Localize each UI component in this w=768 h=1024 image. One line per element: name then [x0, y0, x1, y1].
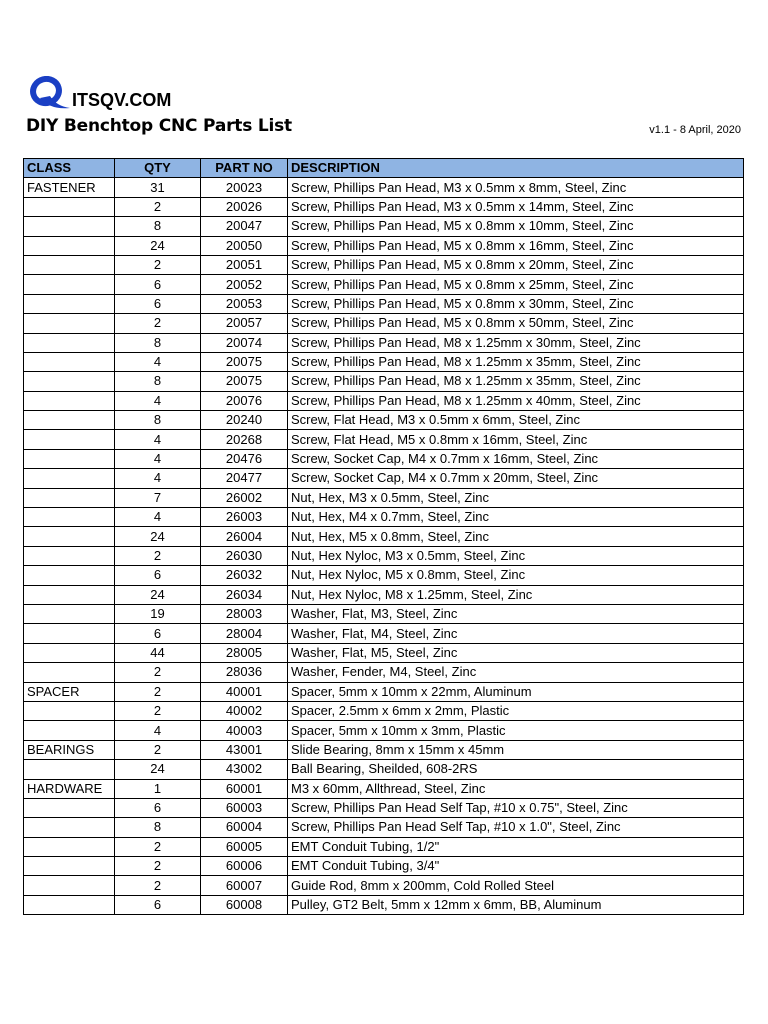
part-no-cell: 20477 [201, 469, 288, 488]
part-no-cell: 20074 [201, 333, 288, 352]
qty-cell: 8 [115, 372, 201, 391]
qty-cell: 4 [115, 391, 201, 410]
description-cell: Screw, Phillips Pan Head, M5 x 0.8mm x 25mm, Steel, Zinc [288, 275, 744, 294]
part-no-cell: 26003 [201, 508, 288, 527]
class-cell: FASTENER [24, 178, 115, 197]
part-no-cell: 20075 [201, 352, 288, 371]
table-row [24, 546, 744, 565]
table-row [24, 895, 744, 914]
description-cell: Nut, Hex, M5 x 0.8mm, Steel, Zinc [288, 527, 744, 546]
description-cell: Screw, Phillips Pan Head, M8 x 1.25mm x 35mm, Steel, Zinc [288, 352, 744, 371]
part-no-cell: 60007 [201, 876, 288, 895]
description-cell: Washer, Flat, M4, Steel, Zinc [288, 624, 744, 643]
class-cell [24, 275, 115, 294]
page-title: DIY Benchtop CNC Parts List [26, 116, 292, 136]
table-row [24, 391, 744, 410]
description-cell: Screw, Phillips Pan Head, M5 x 0.8mm x 30mm, Steel, Zinc [288, 294, 744, 313]
table-row [24, 488, 744, 507]
table-row [24, 857, 744, 876]
qty-cell: 2 [115, 837, 201, 856]
class-cell [24, 566, 115, 585]
qty-cell: 2 [115, 682, 201, 701]
part-no-cell: 60005 [201, 837, 288, 856]
qty-cell: 8 [115, 818, 201, 837]
description-cell: Screw, Phillips Pan Head, M5 x 0.8mm x 10mm, Steel, Zinc [288, 217, 744, 236]
part-no-cell: 20075 [201, 372, 288, 391]
table-row [24, 178, 744, 197]
class-cell: BEARINGS [24, 740, 115, 759]
part-no-cell: 20268 [201, 430, 288, 449]
part-no-cell: 43002 [201, 760, 288, 779]
table-row [24, 236, 744, 255]
parts-table [23, 158, 744, 915]
table-row [24, 721, 744, 740]
table-row [24, 701, 744, 720]
description-cell: Nut, Hex Nyloc, M8 x 1.25mm, Steel, Zinc [288, 585, 744, 604]
qty-cell: 8 [115, 333, 201, 352]
table-row [24, 818, 744, 837]
qty-cell: 2 [115, 876, 201, 895]
qty-cell: 7 [115, 488, 201, 507]
qty-cell: 4 [115, 721, 201, 740]
qty-cell: 44 [115, 643, 201, 662]
qty-cell: 2 [115, 701, 201, 720]
qty-cell: 31 [115, 178, 201, 197]
part-no-cell: 40001 [201, 682, 288, 701]
part-no-cell: 20240 [201, 411, 288, 430]
class-cell [24, 527, 115, 546]
table-row [24, 663, 744, 682]
table-row [24, 837, 744, 856]
table-row [24, 314, 744, 333]
part-no-cell: 40003 [201, 721, 288, 740]
class-cell [24, 546, 115, 565]
class-cell [24, 372, 115, 391]
description-cell: Nut, Hex Nyloc, M3 x 0.5mm, Steel, Zinc [288, 546, 744, 565]
part-no-cell: 60001 [201, 779, 288, 798]
class-cell [24, 488, 115, 507]
description-cell: EMT Conduit Tubing, 1/2" [288, 837, 744, 856]
description-cell: Screw, Phillips Pan Head, M8 x 1.25mm x 35mm, Steel, Zinc [288, 372, 744, 391]
qty-cell: 2 [115, 255, 201, 274]
qty-cell: 24 [115, 760, 201, 779]
class-cell [24, 255, 115, 274]
class-cell: SPACER [24, 682, 115, 701]
description-cell: Screw, Flat Head, M3 x 0.5mm x 6mm, Steel, Zinc [288, 411, 744, 430]
table-row [24, 469, 744, 488]
part-no-cell: 20053 [201, 294, 288, 313]
description-cell: Screw, Phillips Pan Head, M8 x 1.25mm x 30mm, Steel, Zinc [288, 333, 744, 352]
class-cell [24, 643, 115, 662]
part-no-cell: 26030 [201, 546, 288, 565]
part-no-cell: 20023 [201, 178, 288, 197]
part-no-cell: 43001 [201, 740, 288, 759]
part-no-cell: 20057 [201, 314, 288, 333]
class-cell [24, 352, 115, 371]
description-cell: Screw, Phillips Pan Head Self Tap, #10 x 1.0", Steel, Zinc [288, 818, 744, 837]
description-cell: Screw, Phillips Pan Head, M3 x 0.5mm x 8mm, Steel, Zinc [288, 178, 744, 197]
part-no-cell: 20050 [201, 236, 288, 255]
description-cell: Screw, Flat Head, M5 x 0.8mm x 16mm, Steel, Zinc [288, 430, 744, 449]
qty-cell: 2 [115, 663, 201, 682]
class-cell [24, 798, 115, 817]
table-row [24, 643, 744, 662]
class-cell [24, 895, 115, 914]
qty-cell: 2 [115, 740, 201, 759]
class-cell [24, 411, 115, 430]
part-no-cell: 26004 [201, 527, 288, 546]
table-row [24, 449, 744, 468]
qty-cell: 4 [115, 449, 201, 468]
class-cell [24, 585, 115, 604]
column-header-class: CLASS [24, 159, 115, 178]
table-row [24, 275, 744, 294]
class-cell [24, 217, 115, 236]
qty-cell: 24 [115, 236, 201, 255]
class-cell [24, 449, 115, 468]
column-header-part-no: PART NO [201, 159, 288, 178]
description-cell: Nut, Hex Nyloc, M5 x 0.8mm, Steel, Zinc [288, 566, 744, 585]
description-cell: Slide Bearing, 8mm x 15mm x 45mm [288, 740, 744, 759]
table-row [24, 217, 744, 236]
class-cell [24, 391, 115, 410]
qty-cell: 6 [115, 275, 201, 294]
description-cell: Screw, Socket Cap, M4 x 0.7mm x 20mm, Steel, Zinc [288, 469, 744, 488]
qty-cell: 8 [115, 411, 201, 430]
description-cell: Spacer, 5mm x 10mm x 22mm, Aluminum [288, 682, 744, 701]
qty-cell: 8 [115, 217, 201, 236]
qty-cell: 4 [115, 430, 201, 449]
table-row [24, 372, 744, 391]
table-row [24, 798, 744, 817]
description-cell: Screw, Phillips Pan Head, M8 x 1.25mm x 40mm, Steel, Zinc [288, 391, 744, 410]
description-cell: Screw, Phillips Pan Head, M5 x 0.8mm x 20mm, Steel, Zinc [288, 255, 744, 274]
description-cell: Ball Bearing, Sheilded, 608-2RS [288, 760, 744, 779]
qty-cell: 24 [115, 527, 201, 546]
description-cell: Screw, Phillips Pan Head, M3 x 0.5mm x 14mm, Steel, Zinc [288, 197, 744, 216]
table-row [24, 508, 744, 527]
class-cell [24, 818, 115, 837]
class-cell [24, 837, 115, 856]
qty-cell: 6 [115, 895, 201, 914]
class-cell [24, 701, 115, 720]
description-cell: Pulley, GT2 Belt, 5mm x 12mm x 6mm, BB, Aluminum [288, 895, 744, 914]
class-cell [24, 197, 115, 216]
table-row [24, 352, 744, 371]
qty-cell: 4 [115, 352, 201, 371]
table-row [24, 604, 744, 623]
table-row [24, 430, 744, 449]
part-no-cell: 20476 [201, 449, 288, 468]
class-cell [24, 876, 115, 895]
table-row [24, 527, 744, 546]
description-cell: Screw, Phillips Pan Head, M5 x 0.8mm x 16mm, Steel, Zinc [288, 236, 744, 255]
part-no-cell: 28036 [201, 663, 288, 682]
part-no-cell: 28003 [201, 604, 288, 623]
part-no-cell: 28005 [201, 643, 288, 662]
part-no-cell: 26002 [201, 488, 288, 507]
part-no-cell: 60003 [201, 798, 288, 817]
column-header-qty: QTY [115, 159, 201, 178]
qty-cell: 4 [115, 469, 201, 488]
description-cell: Nut, Hex, M3 x 0.5mm, Steel, Zinc [288, 488, 744, 507]
description-cell: M3 x 60mm, Allthread, Steel, Zinc [288, 779, 744, 798]
class-cell [24, 236, 115, 255]
version-label: v1.1 - 8 April, 2020 [649, 124, 741, 136]
qty-cell: 6 [115, 624, 201, 643]
table-row [24, 682, 744, 701]
part-no-cell: 20051 [201, 255, 288, 274]
part-no-cell: 20076 [201, 391, 288, 410]
qty-cell: 2 [115, 546, 201, 565]
class-cell [24, 294, 115, 313]
class-cell: HARDWARE [24, 779, 115, 798]
table-row [24, 740, 744, 759]
part-no-cell: 20026 [201, 197, 288, 216]
description-cell: Washer, Flat, M5, Steel, Zinc [288, 643, 744, 662]
class-cell [24, 314, 115, 333]
part-no-cell: 40002 [201, 701, 288, 720]
description-cell: Washer, Flat, M3, Steel, Zinc [288, 604, 744, 623]
description-cell: Spacer, 5mm x 10mm x 3mm, Plastic [288, 721, 744, 740]
description-cell: Guide Rod, 8mm x 200mm, Cold Rolled Steel [288, 876, 744, 895]
part-no-cell: 20047 [201, 217, 288, 236]
qty-cell: 24 [115, 585, 201, 604]
table-row [24, 411, 744, 430]
class-cell [24, 857, 115, 876]
description-cell: Screw, Phillips Pan Head Self Tap, #10 x 0.75", Steel, Zinc [288, 798, 744, 817]
class-cell [24, 760, 115, 779]
brand-logo [26, 76, 171, 112]
qty-cell: 6 [115, 798, 201, 817]
table-row [24, 760, 744, 779]
description-cell: Nut, Hex, M4 x 0.7mm, Steel, Zinc [288, 508, 744, 527]
part-no-cell: 26034 [201, 585, 288, 604]
table-row [24, 624, 744, 643]
table-row [24, 197, 744, 216]
qty-cell: 2 [115, 197, 201, 216]
part-no-cell: 28004 [201, 624, 288, 643]
table-row [24, 255, 744, 274]
brand-name: ITSQV.COM [72, 90, 172, 110]
qty-cell: 2 [115, 857, 201, 876]
part-no-cell: 60006 [201, 857, 288, 876]
qty-cell: 19 [115, 604, 201, 623]
description-cell: Spacer, 2.5mm x 6mm x 2mm, Plastic [288, 701, 744, 720]
q-logo-icon [26, 76, 72, 112]
class-cell [24, 469, 115, 488]
class-cell [24, 430, 115, 449]
description-cell: EMT Conduit Tubing, 3/4" [288, 857, 744, 876]
class-cell [24, 508, 115, 527]
class-cell [24, 333, 115, 352]
class-cell [24, 663, 115, 682]
class-cell [24, 721, 115, 740]
column-header-description: DESCRIPTION [288, 159, 744, 178]
qty-cell: 1 [115, 779, 201, 798]
description-cell: Screw, Socket Cap, M4 x 0.7mm x 16mm, Steel, Zinc [288, 449, 744, 468]
part-no-cell: 20052 [201, 275, 288, 294]
description-cell: Washer, Fender, M4, Steel, Zinc [288, 663, 744, 682]
table-header-row [24, 159, 744, 178]
table-row [24, 333, 744, 352]
qty-cell: 4 [115, 508, 201, 527]
qty-cell: 6 [115, 566, 201, 585]
qty-cell: 2 [115, 314, 201, 333]
table-row [24, 294, 744, 313]
qty-cell: 6 [115, 294, 201, 313]
part-no-cell: 26032 [201, 566, 288, 585]
table-row [24, 585, 744, 604]
description-cell: Screw, Phillips Pan Head, M5 x 0.8mm x 50mm, Steel, Zinc [288, 314, 744, 333]
class-cell [24, 604, 115, 623]
table-row [24, 876, 744, 895]
part-no-cell: 60004 [201, 818, 288, 837]
table-row [24, 779, 744, 798]
class-cell [24, 624, 115, 643]
part-no-cell: 60008 [201, 895, 288, 914]
table-row [24, 566, 744, 585]
